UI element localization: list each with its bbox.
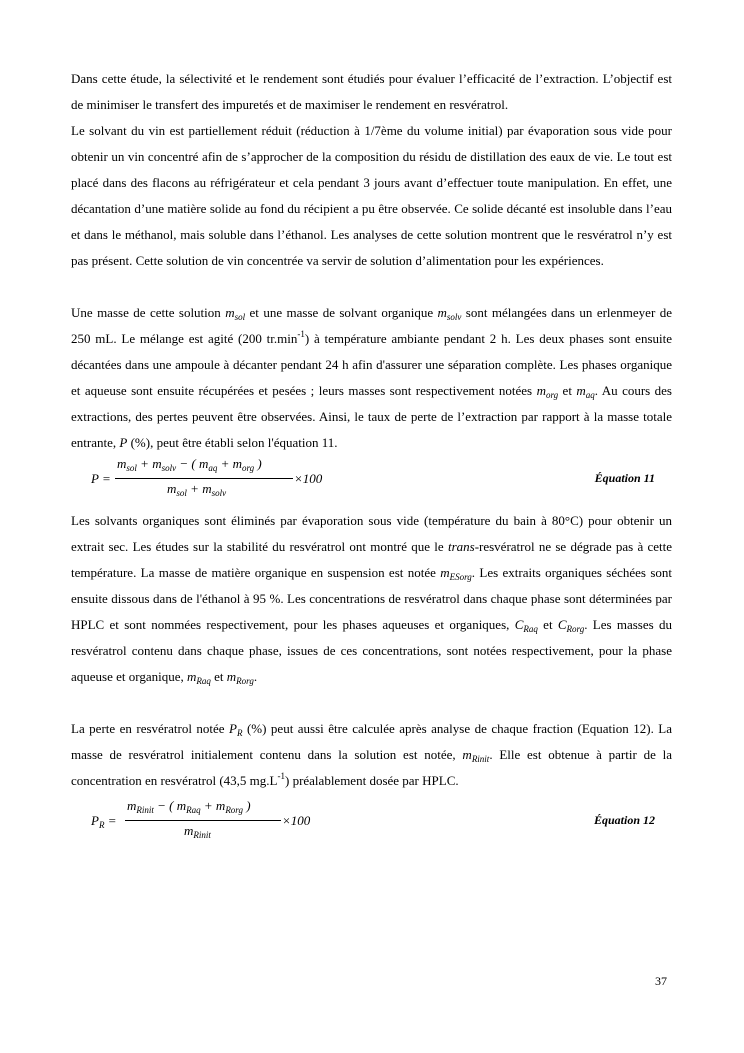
- equation-12-denominator: $m_{Rinit}$: [184, 823, 211, 840]
- paragraph-solvent-reduction: Le solvant du vin est partiellement réduit (réduction à 1/7ème du volume initial) par évaporation sous vide pour obtenir un vin concentré afin de s’approcher de la composition du résidu de distillation des eaux de vie. Le tout est placé dans des flacons au réfrigérateur et cela pendant 3 jours avant d’effectuer toute manipulation. En effet, une décantation d’une matière solide au fond du récipient a pu être observée. Ce solide décanté est insoluble dans l’eau et dans le méthanol, mais soluble dans l’éthanol. Les analyses de cette solution montrent que le resvératrol n’y est pas présent. Cette solution de vin concentrée va servir de solution d’alimentation pour les expériences.: [71, 123, 672, 268]
- equation-12: [71, 798, 672, 850]
- paragraph-intro: Dans cette étude, la sélectivité et le rendement sont étudiés pour évaluer l’efficacité de l’extraction. L’objectif est de minimiser le transfert des impuretés et de maximiser le rendement en resvératrol.: [71, 71, 672, 112]
- equation-11-label: Équation 11: [594, 471, 655, 485]
- equation-12-numerator: $m_{Rinit}$ − ( $m_{Raq} + m_{Rorg}$ ): [127, 798, 251, 815]
- equation-11-lhs: P =: [91, 471, 111, 486]
- equation-11-denominator: $m_{sol} + m_{solv}$: [167, 481, 227, 498]
- equation-11-numerator: $m_{sol} + m_{solv}$ − ( $m_{aq} + m_{org}$ ): [117, 456, 262, 473]
- equation-12-lhs: $P_R$ =: [91, 813, 117, 830]
- page-number: 37: [655, 974, 667, 988]
- equation-11-fraction-bar: [115, 478, 293, 479]
- paragraph-extraction-method: Une masse de cette solution $m_{sol}$ et une masse de solvant organique $m_{solv}$ sont mélangées dans un erlenmeyer de 250 mL. Le mélange est agité (200 $tr.\min^{-1}$) à température ambiante pendant 2 h. Les deux phases sont ensuite décantées dans une ampoule à décanter pendant 24 h afin d'assurer une séparation complète. Les phases organique et aqueuse sont ensuite récupérées et pesées ; leurs masses sont respectivement notées $m_{org}$ et $m_{aq}$. Au cours des extractions, des pertes peuvent être observées. Ainsi, le taux de perte de l’extraction par rapport à la masse totale entrante, P (%), peut être établi selon l'équation 11.: [71, 305, 672, 450]
- equation-12-label: Équation 12: [593, 813, 655, 827]
- equation-12-fraction-bar: [125, 820, 281, 821]
- equation-11: [71, 456, 672, 508]
- equation-11-multiplier: ×100: [294, 471, 323, 486]
- equation-12-multiplier: ×100: [282, 813, 311, 828]
- page-body: [71, 66, 672, 850]
- paragraph-resveratrol-loss: La perte en resvératrol notée $P_R$ (%) peut aussi être calculée après analyse de chaque fraction (Equation 12). La masse de resvératrol initialement contenu dans la solution est notée, $m_{Rinit}$. Elle est obtenue à partir de la concentration en resvératrol (43,5 $mg.L^{-1}$) préalablement dosée par HPLC.: [71, 721, 672, 788]
- paragraph-evaporation: Les solvants organiques sont éliminés par évaporation sous vide (température du bain à 80°C) pour obtenir un extrait sec. Les études sur la stabilité du resvératrol ont montré que le trans-resvératrol ne se dégrade pas à cette température. La masse de matière organique en suspension est notée $m_{ESorg}$. Les extraits organiques séchées sont ensuite dissous dans de l'éthanol à 95 %. Les concentrations de resvératrol dans chaque phase sont déterminées par HPLC et sont nommées respectivement, pour les phases aqueuses et organiques, $C_{Raq}$ et $C_{Rorg}$. Les masses du resvératrol contenu dans chaque phase, issues de ces concentrations, sont notées respectivement, pour la phase aqueuse et organique, $m_{Raq}$ et $m_{Rorg}$.: [71, 513, 672, 686]
